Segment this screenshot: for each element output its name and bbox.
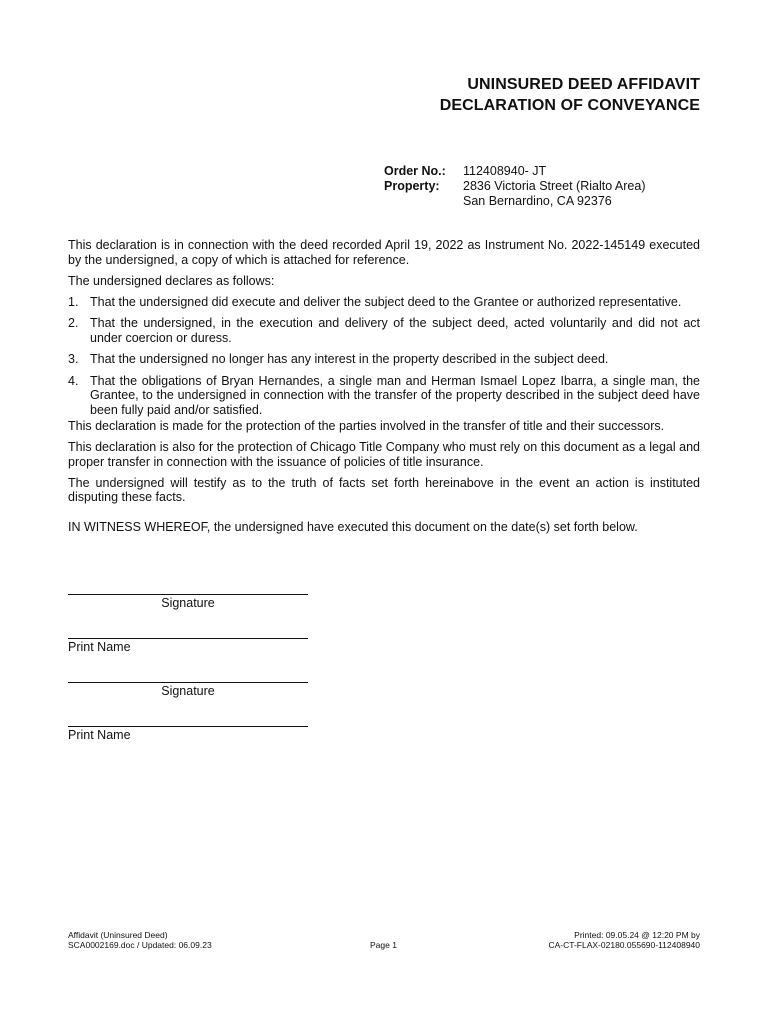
list-number: 2. — [68, 316, 79, 330]
footer-document-name: Affidavit (Uninsured Deed) — [68, 930, 168, 940]
list-item — [68, 374, 700, 418]
title-line-1: UNINSURED DEED AFFIDAVIT — [467, 76, 700, 93]
print-name-block-1 — [68, 638, 308, 654]
witness-paragraph: IN WITNESS WHEREOF, the undersigned have executed this document on the date(s) set forth below. — [68, 519, 638, 534]
footer-document-file: SCA0002169.doc / Updated: 06.09.23 — [68, 940, 212, 950]
list-text: That the obligations of Bryan Hernandes, a single man and Herman Ismael Lopez Ibarra, a single man, the Grantee, to the undersigned in connection with the transfer of the property described in the subject deed have been fully paid and/or satisfied. — [90, 373, 700, 417]
declaration-body — [68, 238, 700, 541]
list-item — [68, 316, 700, 345]
property-row — [384, 179, 646, 209]
testify-paragraph: The undersigned will testify as to the truth of facts set forth hereinabove in the event an action is instituted disputing these facts. — [68, 475, 700, 504]
order-number: 112408940- JT — [463, 164, 547, 178]
signature-label: Signature — [161, 596, 215, 610]
order-label: Order No.: — [384, 164, 446, 178]
declares-paragraph: The undersigned declares as follows: — [68, 273, 275, 288]
document-title — [440, 74, 700, 116]
list-text: That the undersigned did execute and deliver the subject deed to the Grantee or authorized representative. — [90, 294, 682, 309]
print-name-label: Print Name — [68, 728, 131, 742]
footer-printed-date: Printed: 09.05.24 @ 12:20 PM by — [574, 930, 700, 940]
list-item — [68, 295, 700, 310]
footer-print-info — [548, 930, 700, 950]
list-number: 1. — [68, 294, 79, 309]
signature-block-2 — [68, 682, 308, 698]
list-number: 3. — [68, 352, 79, 366]
signature-label: Signature — [161, 684, 215, 698]
list-number: 4. — [68, 373, 79, 388]
property-address-line-2: San Bernardino, CA 92376 — [463, 194, 612, 208]
protection-paragraph-2: This declaration is also for the protection of Chicago Title Company who must rely on this document as a legal and proper transfer in connection with the issuance of policies of title insurance. — [68, 440, 700, 469]
order-info — [384, 164, 646, 209]
print-name-block-2 — [68, 726, 308, 742]
list-item — [68, 352, 700, 367]
declaration-list — [68, 295, 700, 418]
title-line-2: DECLARATION OF CONVEYANCE — [439, 97, 700, 114]
footer-reference-code: CA-CT-FLAX-02180.055690-112408940 — [548, 940, 700, 950]
list-text: That the undersigned, in the execution and delivery of the subject deed, acted voluntarily and did not act under coercion or duress. — [90, 316, 700, 345]
property-label: Property: — [384, 179, 440, 193]
page-number: Page 1 — [370, 940, 397, 950]
list-text: That the undersigned no longer has any interest in the property described in the subject deed. — [90, 352, 609, 366]
print-name-label: Print Name — [68, 640, 131, 654]
footer-document-info — [68, 930, 212, 950]
signature-block-1 — [68, 594, 308, 610]
property-address-line-1: 2836 Victoria Street (Rialto Area) — [463, 179, 646, 193]
order-row — [384, 164, 646, 179]
protection-paragraph-1: This declaration is made for the protection of the parties involved in the transfer of title and their successors. — [68, 419, 665, 433]
intro-paragraph: This declaration is in connection with the deed recorded April 19, 2022 as Instrument No. 2022-145149 executed by the undersigned, a copy of which is attached for reference. — [68, 238, 700, 267]
